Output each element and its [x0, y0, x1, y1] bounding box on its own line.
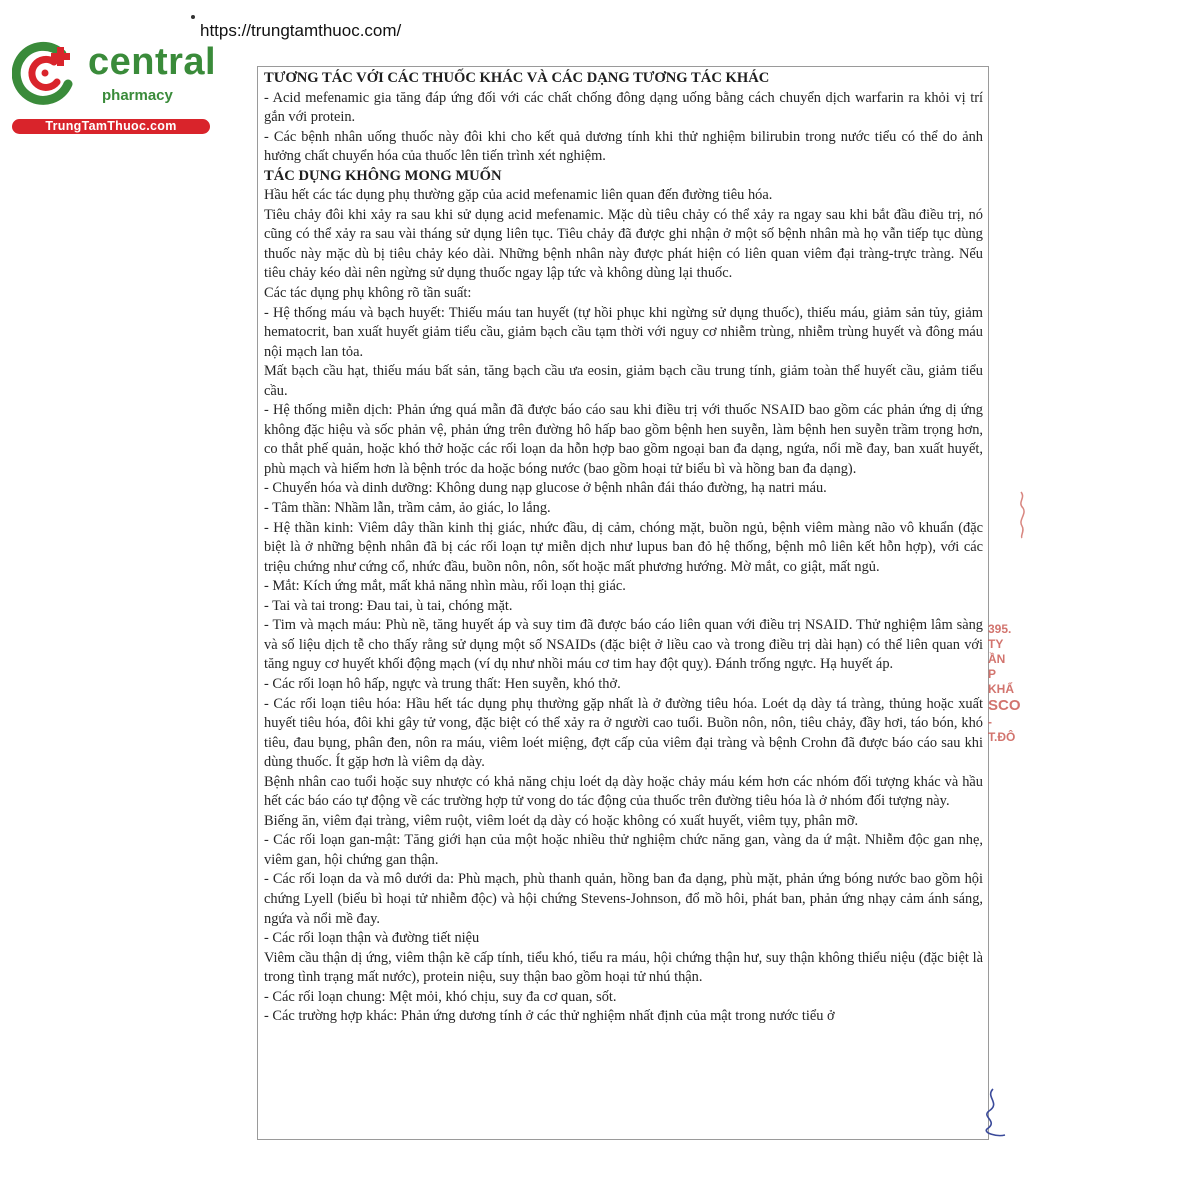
paragraph: - Hệ thống miễn dịch: Phản ứng quá mẫn đã được báo cáo sau khi điều trị với thuốc NSAID bao gồm các phản ứng dị ứng không đặc hiệu và sốc phản vệ, phản ứng trên đường hô hấp bao gồm bệnh hen suyễn, làm bệnh hen suyễn trầm trọng hơn, co thắt phế quản, hoặc khó thở hoặc các rối loạn da hỗn hợp bao gồm ngoại ban đa dạng, ngứa, nổi mề đay, ban xuất huyết, phù mạch và hiếm hơn là bệnh tróc da hoặc bóng nước (bao gồm hoại tử biểu bì và hồng ban đa dạng). — [264, 402, 983, 477]
paragraph: - Acid mefenamic gia tăng đáp ứng đối với các chất chống đông dạng uống bằng cách chuyển dịch warfarin ra khỏi vị trí gắn với protein. — [264, 89, 983, 126]
margin-mark — [1014, 490, 1028, 540]
stamp-text: ẦN — [988, 652, 1006, 666]
section-heading: TƯƠNG TÁC VỚI CÁC THUỐC KHÁC VÀ CÁC DẠNG TƯƠNG TÁC KHÁC — [264, 70, 770, 86]
stamp-text: SCO — [988, 697, 1021, 714]
stamp-text: -T.ĐÔ — [988, 715, 1016, 744]
paragraph: Hầu hết các tác dụng phụ thường gặp của acid mefenamic liên quan đến đường tiêu hóa. — [264, 187, 773, 204]
brand-name: central — [88, 41, 217, 83]
paragraph: Tiêu chảy đôi khi xảy ra sau khi sử dụng acid mefenamic. Mặc dù tiêu chảy có thể xảy ra ngay sau khi bắt đầu điều trị, nó cũng có thể xảy ra sau vài tháng sử dụng liên tục. Tiêu chảy đã được ghi nhận ở một số bệnh nhân mà họ vẫn tiếp tục dùng thuốc này mặc dù bị tiêu chảy kéo dài. Những bệnh nhân này được phát hiện có liên quan viêm đại tràng-trực tràng. Nếu tiêu chảy kéo dài nên ngừng sử dụng thuốc ngay lập tức và không dùng lại thuốc. — [264, 206, 983, 282]
company-stamp — [988, 622, 1021, 744]
document-page — [257, 66, 989, 1140]
paragraph: Bệnh nhân cao tuổi hoặc suy nhược có khả năng chịu loét dạ dày hoặc chảy máu kém hơn các nhóm đối tượng khác và hầu hết các báo cáo tự động về các trường hợp tử vong do tác động của thuốc trên đường tiêu hóa là ở nhóm đối tượng này. — [264, 773, 983, 810]
paragraph: Biếng ăn, viêm đại tràng, viêm ruột, viêm loét dạ dày có hoặc không có xuất huyết, viêm tụy, phân mỡ. — [264, 812, 859, 829]
paragraph: - Chuyển hóa và dinh dưỡng: Không dung nạp glucose ở bệnh nhân đái tháo đường, hạ natri máu. — [264, 480, 827, 497]
paragraph: - Các rối loạn chung: Mệt mỏi, khó chịu, suy đa cơ quan, sốt. — [264, 988, 617, 1005]
paragraph: Viêm cầu thận dị ứng, viêm thận kẽ cấp tính, tiểu khó, tiểu ra máu, hội chứng thận hư, suy thận không thiểu niệu (đặc biệt là trong tình trạng mất nước), protein niệu, suy thận bao gồm hoại tử nhú thận. — [264, 949, 983, 986]
signature — [975, 1085, 1011, 1145]
paragraph: - Mắt: Kích ứng mắt, mất khả năng nhìn màu, rối loạn thị giác. — [264, 578, 626, 595]
stamp-text: P KHẨ — [988, 667, 1014, 696]
brand-subtitle: pharmacy — [102, 87, 173, 104]
paragraph: - Các rối loạn hô hấp, ngực và trung thất: Hen suyễn, khó thở. — [264, 675, 621, 692]
pharmacy-cross-icon — [12, 40, 78, 106]
paragraph: - Tâm thần: Nhầm lẫn, trầm cảm, ảo giác, lo lắng. — [264, 500, 551, 517]
paragraph: - Các rối loạn gan-mật: Tăng giới hạn của một hoặc nhiều thử nghiệm chức năng gan, vàng da ứ mật. Nhiễm độc gan nhẹ, viêm gan, hội chứng gan thận. — [264, 832, 983, 868]
section-heading: TÁC DỤNG KHÔNG MONG MUỐN — [264, 167, 502, 184]
paragraph: - Các rối loạn thận và đường tiết niệu — [264, 930, 480, 947]
paragraph: - Tai và tai trong: Đau tai, ù tai, chóng mặt. — [264, 597, 513, 614]
paragraph: - Các rối loạn tiêu hóa: Hầu hết tác dụng phụ thường gặp nhất là ở đường tiêu hóa. Loét dạ dày tá tràng, thủng hoặc xuất huyết tiêu hóa, đôi khi gây tử vong, đặc biệt có thể xảy ra ở người cao tuổi. Buồn nôn, nôn, tiêu chảy, đầy hơi, táo bón, khó tiêu, đau bụng, phân đen, nôn ra máu, viêm loét miệng, đợt cấp của viêm đại tràng và bệnh Crohn đã được báo cáo sau khi dùng thuốc. Ít gặp hơn là viêm dạ dày. — [264, 695, 983, 771]
source-url[interactable]: https://trungtamthuoc.com/ — [200, 21, 402, 40]
central-pharmacy-logo[interactable] — [12, 40, 217, 135]
paragraph: - Tim và mạch máu: Phù nề, tăng huyết áp và suy tim đã được báo cáo liên quan với điều trị NSAID. Thử nghiệm lâm sàng và số liệu dịch tễ cho thấy rằng sử dụng một số NSAIDs (đặc biệt ở liều cao và trong điều trị dài hạn) có thể liên quan với tăng nguy cơ huyết khối động mạch (ví dụ như nhồi máu cơ tim hay đột quỵ). Đánh trống ngực. Hạ huyết áp. — [264, 617, 983, 673]
paragraph: - Hệ thần kinh: Viêm dây thần kinh thị giác, nhức đầu, dị cảm, chóng mặt, buồn ngủ, bệnh viêm màng não vô khuẩn (đặc biệt là ở những bệnh nhân đã bị các rối loạn tự miễn dịch như lupus ban đỏ hệ thống, bệnh mô liên kết hỗn hợp), với các triệu chứng như cứng cổ, nhức đầu, buồn nôn, nôn, sốt hoặc mất phương hướng. Mờ mắt, co giật, mất ngủ. — [264, 519, 983, 575]
paragraph: - Các rối loạn da và mô dưới da: Phù mạch, phù thanh quản, hồng ban đa dạng, phù mặt, phản ứng bóng nước bao gồm hội chứng Lyell (biểu bì hoại tử nhiễm độc) và hội chứng Stevens-Johnson, đổ mồ hôi, phát ban, phản ứng nhạy cảm ánh sáng, ngứa và nổi mề đay. — [264, 871, 983, 927]
paragraph: - Các bệnh nhân uống thuốc này đôi khi cho kết quả dương tính khi thử nghiệm bilirubin trong nước tiểu có thể do ảnh hưởng chất chuyển hóa của thuốc lên tiến trình xét nghiệm. — [264, 128, 983, 165]
site-badge: TrungTamThuoc.com — [12, 119, 210, 134]
paragraph: - Các trường hợp khác: Phản ứng dương tính ở các thử nghiệm nhất định của mật trong nước tiểu ở — [264, 1008, 835, 1025]
paragraph: Mất bạch cầu hạt, thiếu máu bất sản, tăng bạch cầu ưa eosin, giảm bạch cầu trung tính, giảm toàn thể huyết cầu, giảm tiểu cầu. — [264, 363, 983, 399]
stamp-text: 395. — [988, 622, 1012, 636]
stamp-text: TY — [988, 637, 1004, 651]
paragraph: Các tác dụng phụ không rõ tần suất: — [264, 285, 472, 302]
url-dot — [191, 15, 195, 19]
paragraph: - Hệ thống máu và bạch huyết: Thiếu máu tan huyết (tự hồi phục khi ngừng sử dụng thuốc), thiếu máu, giảm sản tủy, giảm hematocrit, ban xuất huyết giảm tiểu cầu, giảm bạch cầu tạm thời với nguy cơ nhiễm trùng, nhiễm trùng huyết và đông máu nội mạch lan tỏa. — [264, 304, 983, 360]
